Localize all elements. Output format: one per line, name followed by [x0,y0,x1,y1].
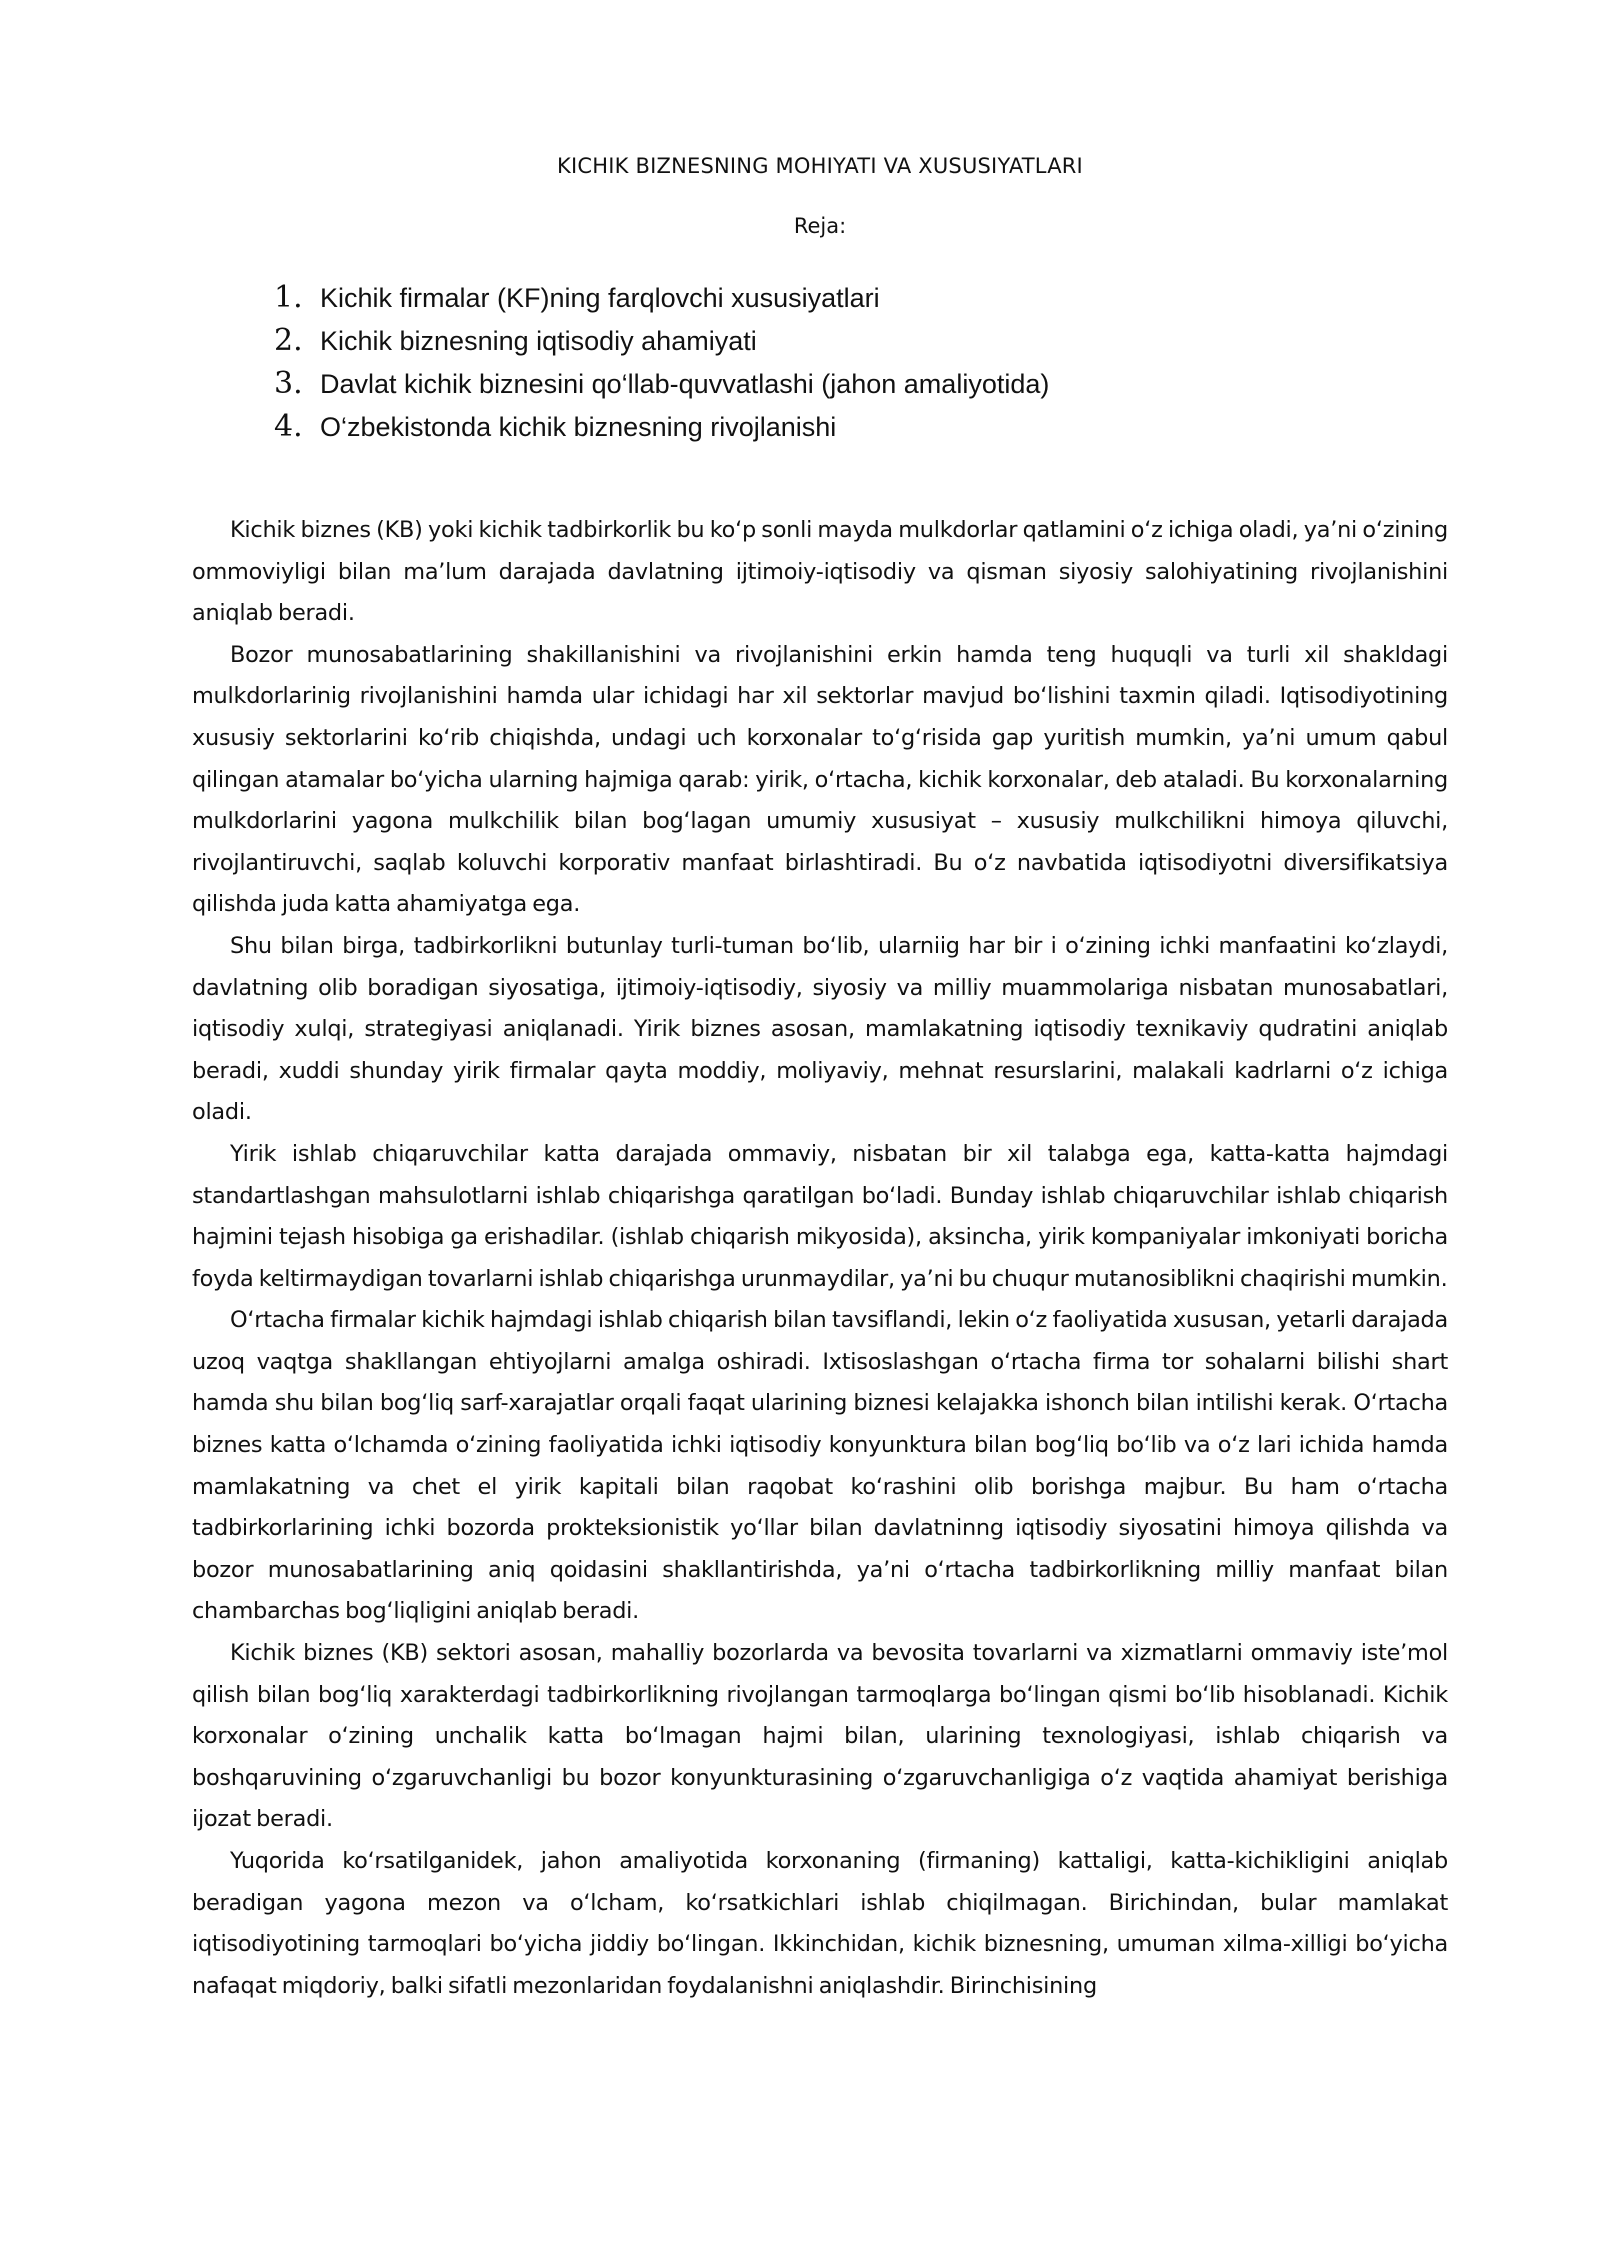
document-body [192,510,1448,2007]
plan-heading: Reja: [793,214,847,238]
plan-item [274,323,1049,366]
body-paragraph: Kichik biznes (KB) yoki kichik tadbirkorlik bu ko‘p sonli mayda mulkdorlar qatlamini o‘z ichiga oladi, ya’ni o‘zining ommoviyligi bilan ma’lum darajada davlatning ijtimoiy-iqtisodiy va qisman siyosiy salohiyatining rivojlanishini aniqlab beradi. [192,517,1448,627]
body-paragraph: Yirik ishlab chiqaruvchilar katta darajada ommaviy, nisbatan bir xil talabga ega, katta-katta hajmdagi standartlashgan mahsulotlarni ishlab chiqarishga qaratilgan bo‘ladi. Bunday ishlab chiqaruvchilar ishlab chiqarish hajmini tejash hisobiga ga erishadilar. (ishlab chiqarish mikyosida), aksincha, yirik kompaniyalar imkoniyati boricha foyda keltirmaydigan tovarlarni ishlab chiqarishga urunmaydilar, ya’ni bu chuqur mutanosiblikni chaqirishi mumkin. [192,1140,1448,1292]
plan-item [274,409,1049,452]
plan-item-number: 1. [274,280,303,315]
plan-item-text: O‘zbekistonda kichik biznesning rivojlanishi [320,412,837,442]
body-paragraph: O‘rtacha firmalar kichik hajmdagi ishlab chiqarish bilan tavsiflandi, lekin o‘z faoliyatida xususan, yetarli darajada uzoq vaqtga shakllangan ehtiyojlarni amalga oshiradi. Ixtisoslashgan o‘rtacha firma tor sohalarni bilishi shart hamda shu bilan bog‘liq sarf-xarajatlar orqali faqat ularining biznesi kelajakka ishonch bilan intilishi kerak. O‘rtacha biznes katta o‘lchamda o‘zining faoliyatida ichki iqtisodiy konyunktura bilan bog‘liq bo‘lib va o‘z lari ichida hamda mamlakatning va chet el yirik kapitali bilan raqobat ko‘rashini olib borishga majbur. Bu ham o‘rtacha tadbirkorlarining ichki bozorda prokteksionistik yo‘llar bilan davlatninng iqtisodiy siyosatini himoya qilishda va bozor munosabatlarining aniq qoidasini shakllantirishda, ya’ni o‘rtacha tadbirkorlikning milliy manfaat bilan chambarchas bog‘liqligini aniqlab beradi. [192,1307,1448,1625]
plan-item-number: 2. [274,323,303,358]
plan-item-number: 4. [274,409,303,444]
plan-item-text: Davlat kichik biznesini qo‘llab-quvvatlashi (jahon amaliyotida) [320,369,1050,399]
body-paragraph: Bozor munosabatlarining shakillanishini va rivojlanishini erkin hamda teng huquqli va turli xil shakldagi mulkdorlarinig rivojlanishini hamda ular ichidagi har xil sektorlar mavjud bo‘lishini taxmin qiladi. Iqtisodiyotining xususiy sektorlarini ko‘rib chiqishda, undagi uch korxonalar to‘g‘risida gap yuritish mumkin, ya’ni umum qabul qilingan atamalar bo‘yicha ularning hajmiga qarab: yirik, o‘rtacha, kichik korxonalar, deb ataladi. Bu korxonalarning mulkdorlarini yagona mulkchilik bilan bog‘lagan umumiy xususiyat – xususiy mulkchilikni himoya qiluvchi, rivojlantiruvchi, saqlab koluvchi korporativ manfaat birlashtiradi. Bu o‘z navbatida iqtisodiyotni diversifikatsiya qilishda juda katta ahamiyatga ega. [192,641,1448,918]
document-title: KICHIK BIZNESNING MOHIYATI VA XUSUSIYATLARI [557,154,1083,178]
plan-item [274,280,1049,323]
plan-list [274,280,1049,452]
plan-item-text: Kichik firmalar (KF)ning farqlovchi xususiyatlari [320,283,880,313]
plan-item-number: 3. [274,366,303,401]
body-paragraph: Yuqorida ko‘rsatilganidek, jahon amaliyotida korxonaning (firmaning) kattaligi, katta-kichikligini aniqlab beradigan yagona mezon va o‘lcham, ko‘rsatkichlari ishlab chiqilmagan. Birichindan, bular mamlakat iqtisodiyotining tarmoqlari bo‘yicha jiddiy bo‘lingan. Ikkinchidan, kichik biznesning, umuman xilma-xilligi bo‘yicha nafaqat miqdoriy, balki sifatli mezonlaridan foydalanishni aniqlashdir. Birinchisining [192,1848,1448,1999]
plan-item [274,366,1049,409]
plan-item-text: Kichik biznesning iqtisodiy ahamiyati [320,326,757,356]
body-paragraph: Shu bilan birga, tadbirkorlikni butunlay turli-tuman bo‘lib, ularniig har bir i o‘zining ichki manfaatini ko‘zlaydi, davlatning olib boradigan siyosatiga, ijtimoiy-iqtisodiy, siyosiy va milliy muammolariga nisbatan munosabatlari, iqtisodiy xulqi, strategiyasi aniqlanadi. Yirik biznes asosan, mamlakatning iqtisodiy texnikaviy qudratini aniqlab beradi, xuddi shunday yirik firmalar qayta moddiy, moliyaviy, mehnat resurslarini, malakali kadrlarni o‘z ichiga oladi. [192,932,1448,1126]
body-paragraph: Kichik biznes (KB) sektori asosan, mahalliy bozorlarda va bevosita tovarlarni va xizmatlarni ommaviy iste’mol qilish bilan bog‘liq xarakterdagi tadbirkorlikning rivojlangan tarmoqlarga bo‘lingan qismi bo‘lib hisoblanadi. Kichik korxonalar o‘zining unchalik katta bo‘lmagan hajmi bilan, ularining texnologiyasi, ishlab chiqarish va boshqaruvining o‘zgaruvchanligi bu bozor konyunkturasining o‘zgaruvchanligiga o‘z vaqtida ahamiyat berishiga ijozat beradi. [192,1640,1448,1833]
